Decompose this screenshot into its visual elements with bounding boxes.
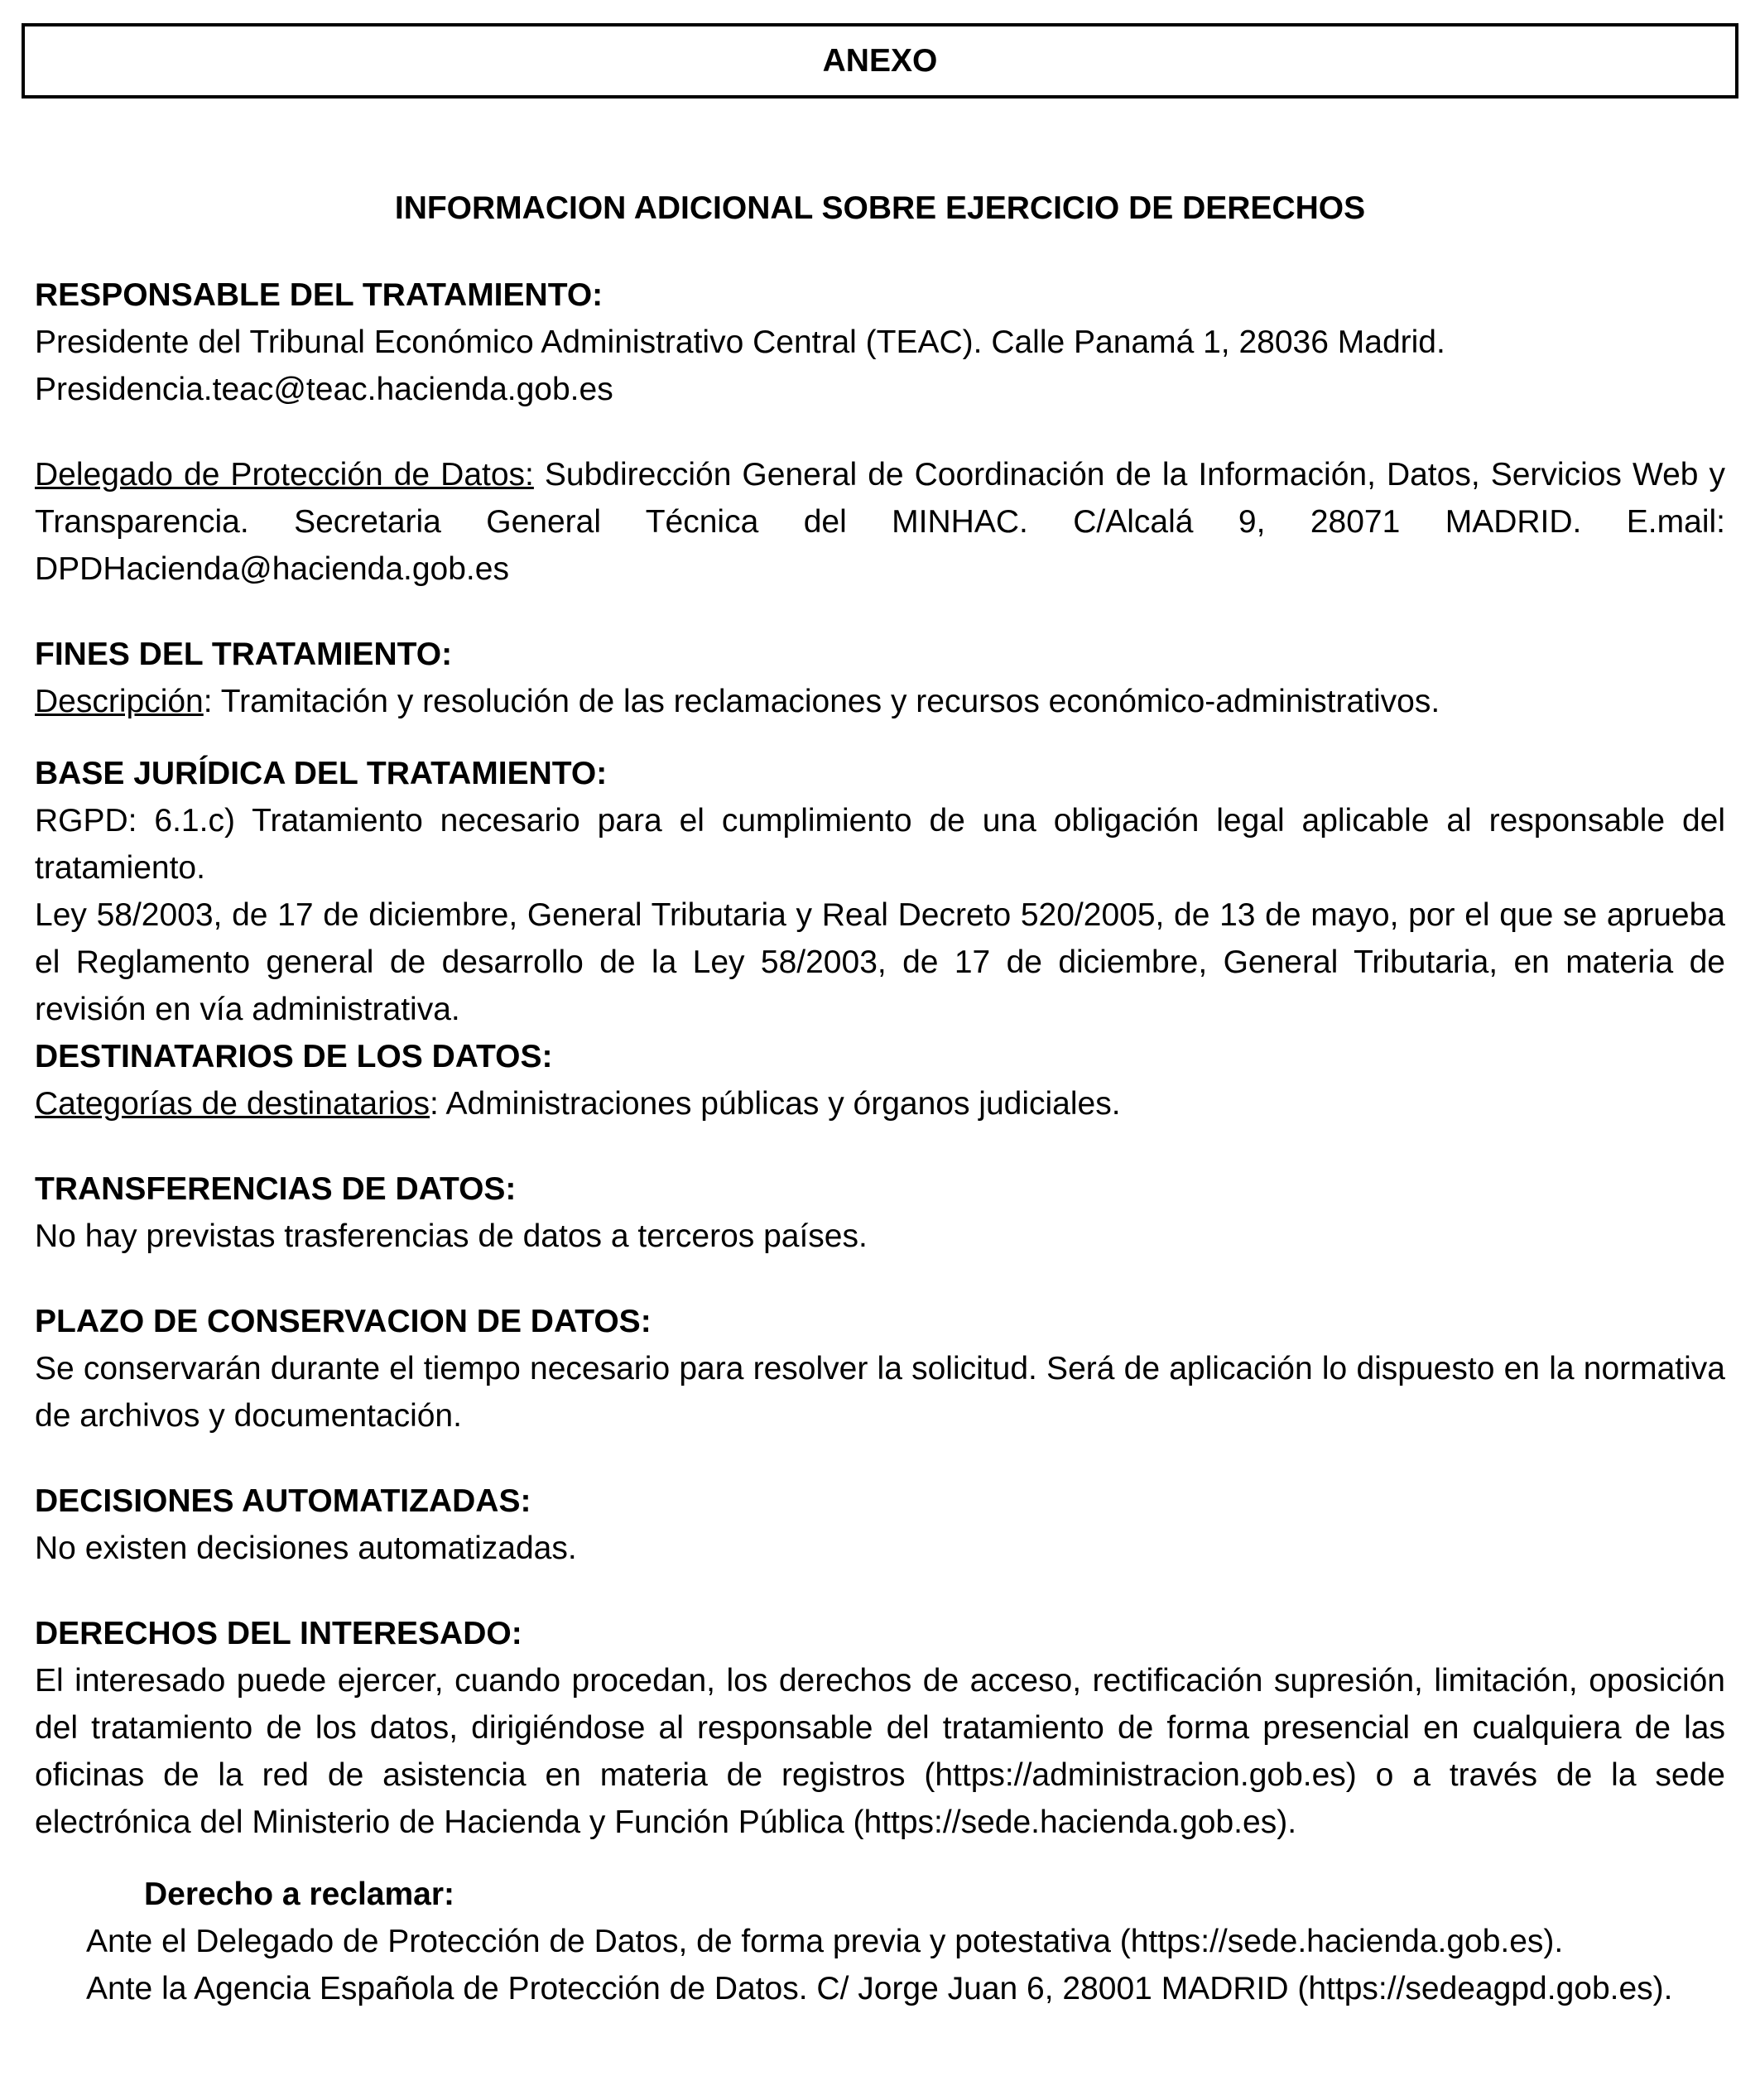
section-delegado (35, 451, 1725, 593)
fines-text: : Tramitación y resolución de las reclamaciones y recursos económico-administrativos. (203, 684, 1440, 719)
fines-heading: FINES DEL TRATAMIENTO: (35, 637, 453, 672)
decisiones-heading: DECISIONES AUTOMATIZADAS: (35, 1483, 531, 1519)
destinatarios-text: : Administraciones públicas y órganos judiciales. (429, 1086, 1121, 1122)
derechos-heading: DERECHOS DEL INTERESADO: (35, 1616, 522, 1651)
base-juridica-heading: BASE JURÍDICA DEL TRATAMIENTO: (35, 756, 608, 791)
reclamar-item-agencia: Ante la Agencia Española de Protección de Datos. C/ Jorge Juan 6, 28001 MADRID (https://sedeagpd.gob.es). (86, 1971, 1673, 2006)
section-plazo (35, 1298, 1725, 1439)
fines-lead-underlined: Descripción (35, 684, 204, 719)
section-fines (35, 631, 1725, 725)
plazo-heading: PLAZO DE CONSERVACION DE DATOS: (35, 1304, 652, 1339)
destinatarios-paragraph (35, 1080, 1725, 1127)
derecho-reclamar-heading: Derecho a reclamar: (144, 1877, 455, 1912)
document-title: INFORMACION ADICIONAL SOBRE EJERCICIO DE DERECHOS (394, 190, 1366, 226)
reclamar-item-delegado: Ante el Delegado de Protección de Datos, de forma previa y potestativa (https://sede.hacienda.gob.es). (86, 1924, 1564, 1959)
responsable-email-line: Presidencia.teac@teac.hacienda.gob.es (35, 372, 613, 407)
delegado-paragraph (35, 451, 1725, 593)
section-transferencias (35, 1165, 1725, 1260)
responsable-paragraph (35, 319, 1725, 413)
section-derecho-reclamar (35, 1871, 1725, 2012)
fines-paragraph (35, 678, 1725, 725)
base-juridica-paragraph-rgpd: RGPD: 6.1.c) Tratamiento necesario para el cumplimiento de una obligación legal aplicable al responsable del tratamiento. (35, 803, 1725, 886)
derecho-reclamar-body (86, 1918, 1725, 2012)
section-responsable (35, 272, 1725, 413)
section-decisiones (35, 1478, 1725, 1572)
decisiones-paragraph: No existen decisiones automatizadas. (35, 1531, 577, 1566)
responsable-address-line: Presidente del Tribunal Económico Administrativo Central (TEAC). Calle Panamá 1, 28036 Madrid. (35, 324, 1445, 360)
anexo-title: ANEXO (822, 43, 938, 79)
anexo-header-box (22, 23, 1738, 99)
section-base-juridica (35, 750, 1725, 1033)
delegado-lead-underlined: Delegado de Protección de Datos: (35, 457, 534, 493)
section-derechos (35, 1610, 1725, 1846)
transferencias-heading: TRANSFERENCIAS DE DATOS: (35, 1171, 517, 1207)
section-destinatarios (35, 1033, 1725, 1127)
derechos-paragraph: El interesado puede ejercer, cuando procedan, los derechos de acceso, rectificación supresión, limitación, oposición del tratamiento de los datos, dirigiéndose al responsable del tratamiento de forma presencial en cualquiera de las oficinas de la red de asistencia en materia de registros (https://administracion.gob.es) o a través de la sede electrónica del Ministerio de Hacienda y Función Pública (https://sede.hacienda.gob.es). (35, 1663, 1725, 1840)
destinatarios-heading: DESTINATARIOS DE LOS DATOS: (35, 1039, 553, 1074)
base-juridica-paragraph-ley: Ley 58/2003, de 17 de diciembre, General Tributaria y Real Decreto 520/2005, de 13 de mayo, por el que se aprueba el Reglamento general de desarrollo de la Ley 58/2003, de 17 de diciembre, General Tributaria, en materia de revisión en vía administrativa. (35, 897, 1725, 1027)
delegado-text: Subdirección General de Coordinación de la Información, Datos, Servicios Web y Transparencia. Secretaria General Técnica del MINHAC. C/Alcalá 9, 28071 MADRID. E.mail: DPDHacienda@hacienda.gob.es (35, 457, 1725, 587)
destinatarios-lead-underlined: Categorías de destinatarios (35, 1086, 430, 1122)
responsable-heading: RESPONSABLE DEL TRATAMIENTO: (35, 277, 603, 313)
plazo-paragraph: Se conservarán durante el tiempo necesario para resolver la solicitud. Será de aplicación lo dispuesto en la normativa de archivos y documentación. (35, 1351, 1725, 1434)
transferencias-paragraph: No hay previstas trasferencias de datos a terceros países. (35, 1218, 868, 1254)
